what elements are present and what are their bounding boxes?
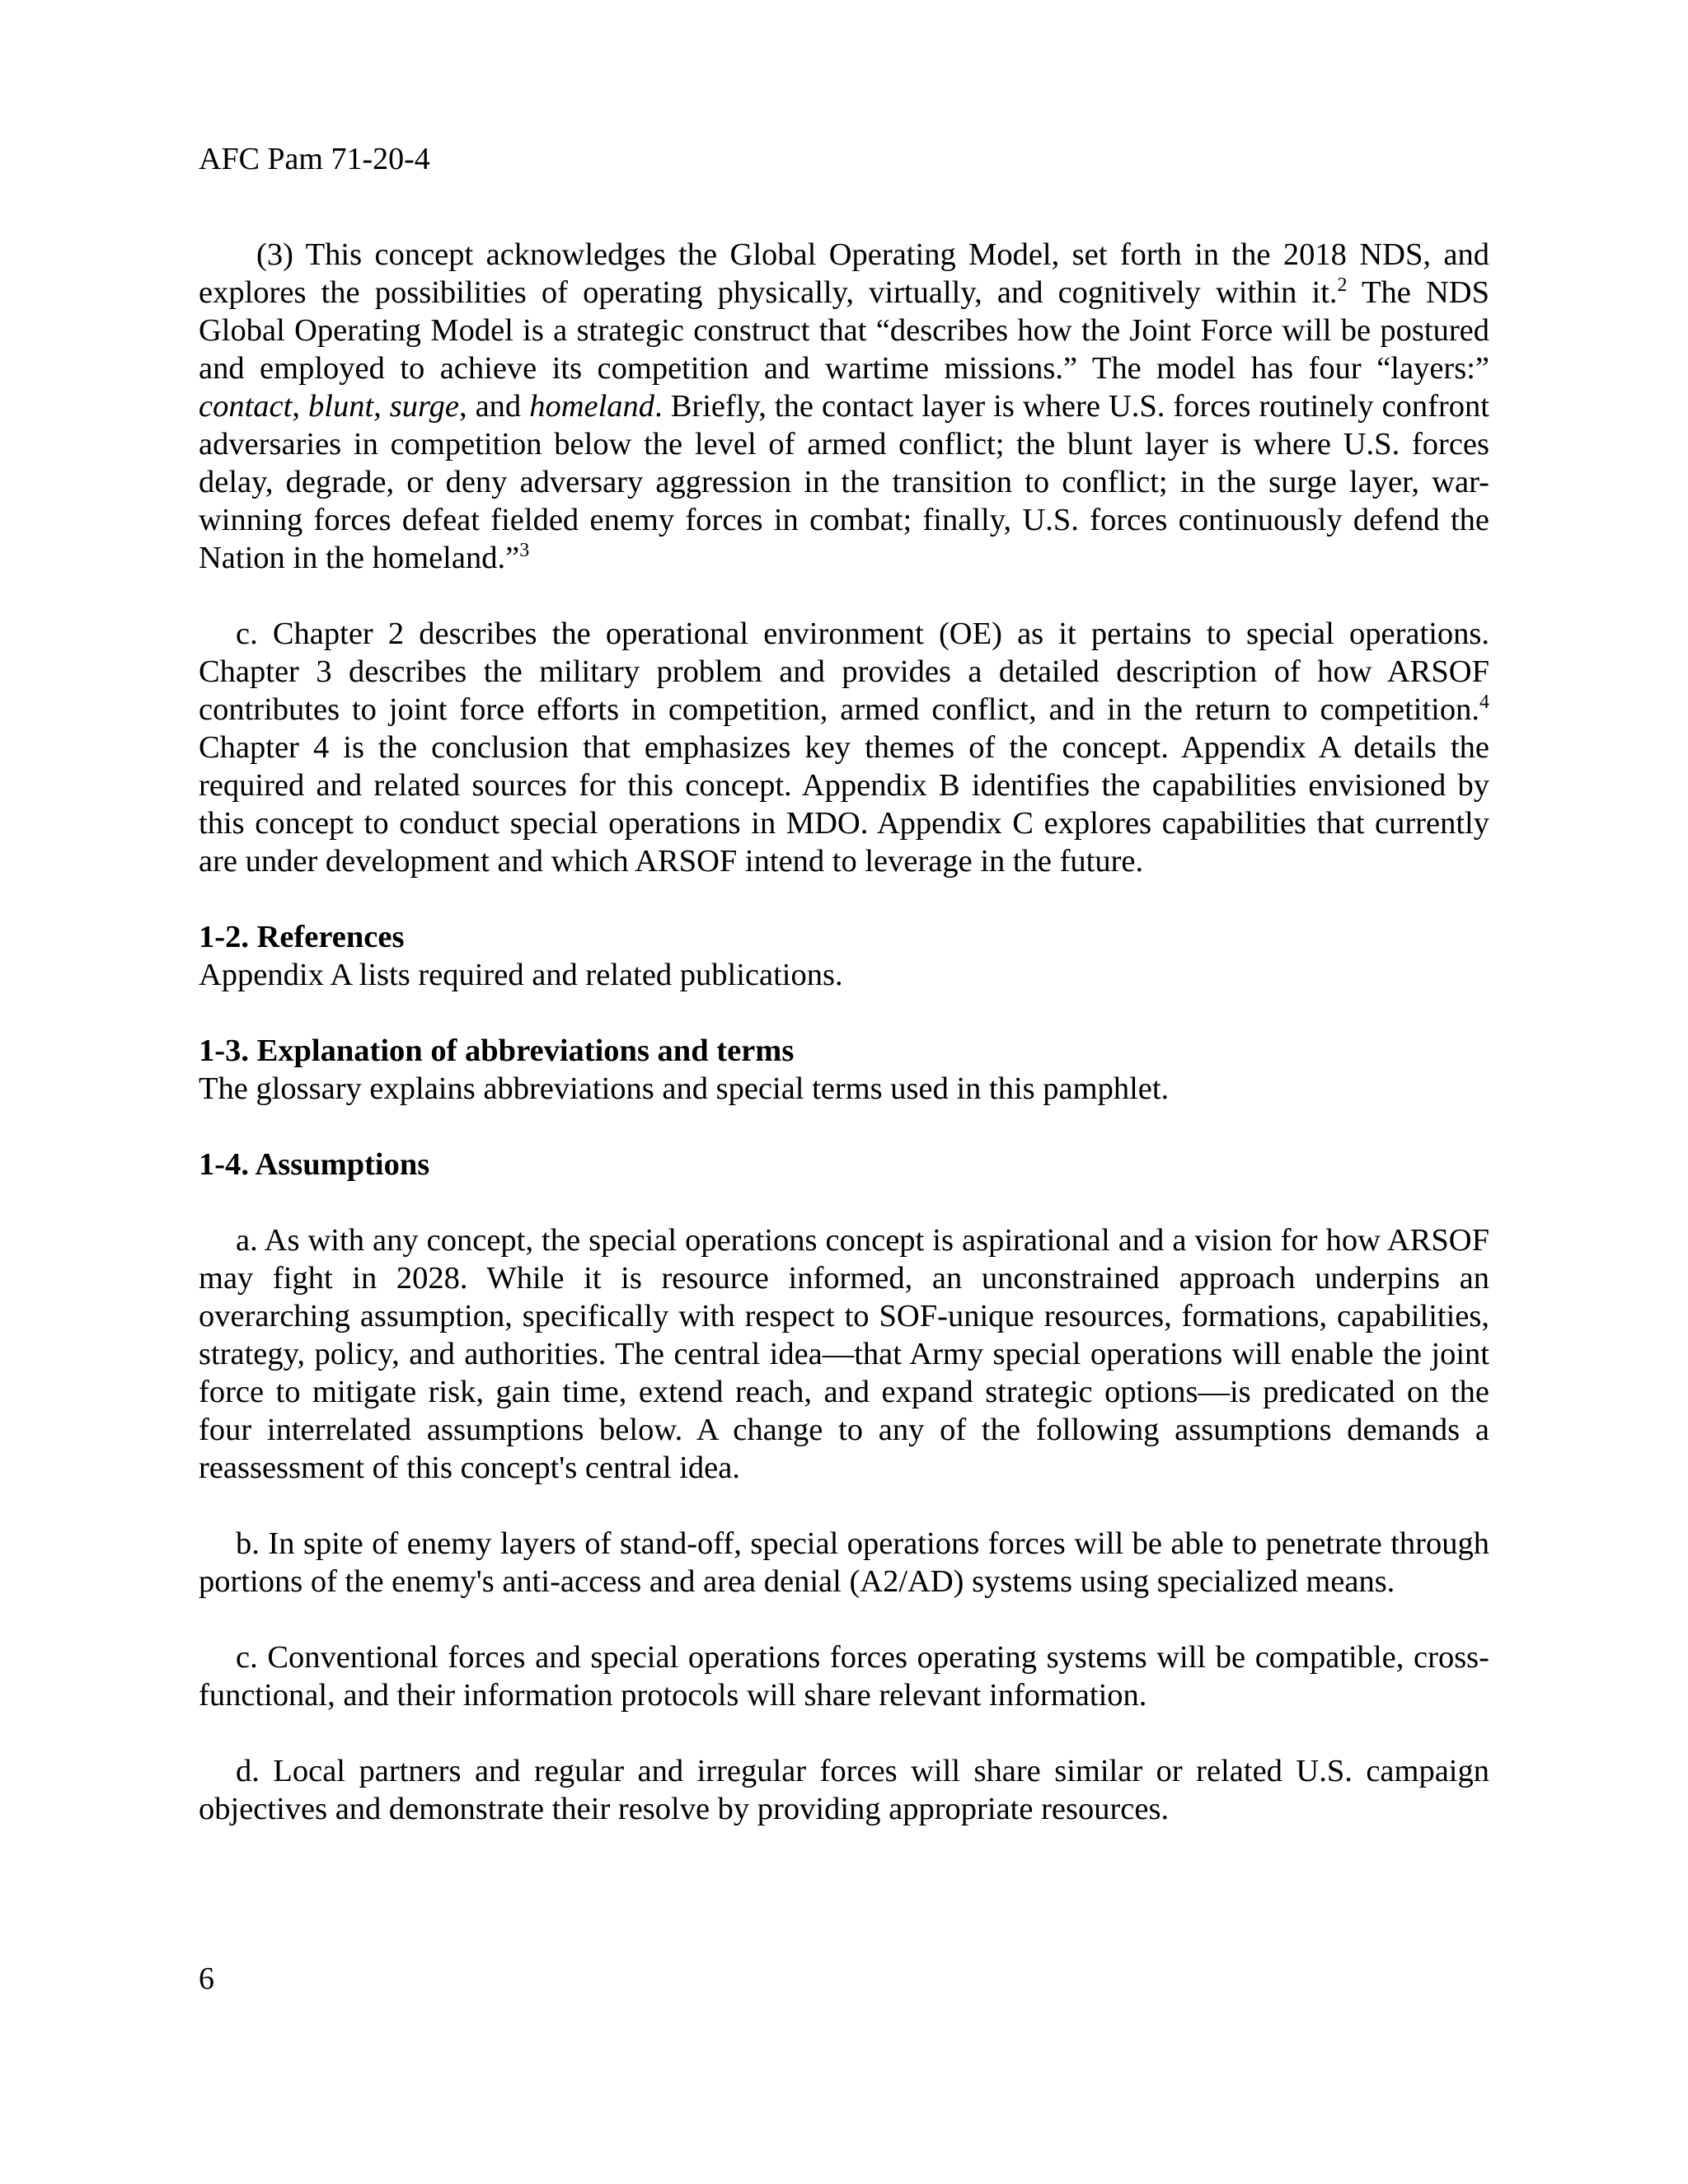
section-heading-references: 1-2. References [199, 920, 405, 954]
paragraph-assumption-a: a. As with any concept, the special operations concept is aspirational and a vision for how ARSOF may fight in 2028. While it is resource informed, an unconstrained approach underpins an overarching assumption, specifically with respect to SOF-unique resources, formations, capabilities, strategy, policy, and authorities. The central idea—that Army special operations will enable the joint force to mitigate risk, gain time, extend reach, and expand strategic options—is predicated on the four interrelated assumptions below. A change to any of the following assumptions demands a reassessment of this concept's central idea. [199, 1223, 1489, 1485]
footnote-ref-3[interactable]: 3 [519, 540, 530, 562]
paragraph-assumption-d: d. Local partners and regular and irregular forces will share similar or related U.S. campaign objectives and demonstrate their resolve by providing appropriate resources. [199, 1754, 1489, 1826]
text-run: , [292, 389, 308, 424]
term-blunt-surge: blunt, surge [308, 389, 459, 424]
text-run: (3) This concept acknowledges the Global Operating Model, set forth in the 2018 NDS, and explores the possibilities of operating physically, virtually, and cognitively within it. [199, 237, 1489, 310]
paragraph-global-operating-model [199, 236, 1489, 577]
term-homeland: homeland [529, 389, 655, 424]
text-run: The NDS Global Operating Model is a strategic construct that “describes how the Joint Force will be postured and employed to achieve its competition and wartime missions.” The model has four “layers:” [199, 275, 1489, 386]
section-heading-assumptions: 1-4. Assumptions [199, 1147, 430, 1182]
text-run: . Briefly, the contact layer is where U.S. forces routinely confront adversaries in competition below the level of armed conflict; the blunt layer is where U.S. forces delay, degrade, or deny adversary aggression in the transition to conflict; in the surge layer, war-winning forces defeat fielded enemy forces in combat; finally, U.S. forces continuously defend the Nation in the homeland.” [199, 389, 1490, 575]
text-run: Chapter 4 is the conclusion that emphasizes key themes of the concept. Appendix A details the required and related sources for this concept. Appendix B identifies the capabilities envisioned by this concept to conduct special operations in MDO. Appendix C explores capabilities that currently are under development and which ARSOF intend to leverage in the future. [199, 730, 1489, 879]
paragraph-chapter-overview [199, 615, 1489, 880]
paragraph-abbreviations: The glossary explains abbreviations and special terms used in this pamphlet. [199, 1071, 1170, 1106]
text-run: , and [458, 389, 530, 424]
page-number: 6 [199, 1961, 214, 1996]
section-heading-abbreviations: 1-3. Explanation of abbreviations and terms [199, 1033, 795, 1068]
footnote-ref-2[interactable]: 2 [1337, 274, 1348, 297]
term-contact: contact [199, 389, 293, 424]
paragraph-assumption-b: b. In spite of enemy layers of stand-off, special operations forces will be able to penetrate through portions of the enemy's anti-access and area denial (A2/AD) systems using specialized means. [199, 1526, 1489, 1599]
footnote-ref-4[interactable]: 4 [1479, 691, 1489, 714]
paragraph-references: Appendix A lists required and related publications. [199, 958, 843, 992]
page-body [199, 236, 1489, 1866]
text-run: c. Chapter 2 describes the operational environment (OE) as it pertains to special operations. Chapter 3 describes the military problem and provides a detailed description of how ARSOF contributes to joint force efforts in competition, armed conflict, and in the return to competition. [199, 616, 1489, 727]
page-header: AFC Pam 71-20-4 [199, 142, 430, 176]
paragraph-assumption-c: c. Conventional forces and special operations forces operating systems will be compatible, cross-functional, and their information protocols will share relevant information. [199, 1640, 1489, 1713]
